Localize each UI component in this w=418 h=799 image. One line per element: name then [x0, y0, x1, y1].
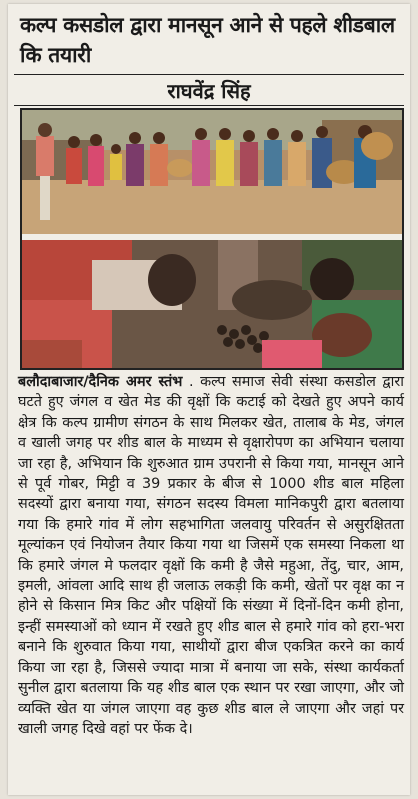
- byline: राघवेंद्र सिंह: [167, 79, 251, 103]
- photo-panel: [20, 108, 404, 370]
- news-clipping: [8, 4, 410, 795]
- seedball-making-photo: [22, 240, 402, 368]
- group-photo: [22, 110, 402, 234]
- byline-top-rule: [14, 74, 404, 75]
- dateline: बलौदाबाजार/दैनिक अमर स्तंभ: [18, 374, 183, 390]
- article-body: [18, 372, 404, 739]
- headline: कल्प कसडोल द्वारा मानसून आने से पहले शीडबाल कि तयारी: [20, 13, 395, 67]
- article-text: . कल्प समाज सेवी संस्था कसडोल द्वारा घटते हुए जंगल व खेत मेड की वृक्षों कि कटाई को देखते हुए अपने कार्य क्षेत्र कि कल्प ग्रामीण संगठन के साथ मिलकर खेत, तालाब के मेड, जंगल व खाली जगह पर शीड बाल के माध्यम से वृक्षारोपण का अभियान चलाया जा रहा है, अभियान कि शुरुआत ग्राम उपरानी से किया गया, मानसून आने से पूर्व गोबर, मिट्टी व 39 प्रकार के बीज से 1000 शीड बाल महिला सदस्यों द्वारा बनाया गया, संगठन सदस्य विमला मानिकपुरी द्वारा बतलाया गया कि हमारे गांव में लोग सहभागिता जलवायु परिवर्तन से असुरक्षितता मूल्यांकन एवं नियोजन तैयार किया गया था जिसमें एक समस्या निकला था कि हमारे जंगल मे फलदार वृक्षों कि कमी है जैसे महुआ, तेंदु, चार, आम, इमली, आंवला आदि साथ ही जलाऊ लकड़ी कि कमी, खेतों पर वृक्ष का न होने से किसान मित्र किट और पक्षियों कि संख्या में दिनों-दिन कमी होना, इन्हीं समस्याओं को ध्यान में रखते हुए शीड बाल से हमारे गांव को हरा-भरा बनाने कि शुरुवात किया गया, साथीयों द्वारा बीज एकत्रित करने का कार्य किया जा रहा है, जिससे ज्यादा मात्रा में बनाया जा सके, संस्था कार्यकर्ता सुनील द्वारा बतलाया कि यह शीड बाल एक स्थान पर रखा जाएगा, और जो व्यक्ति खेत या जंगल जाएगा वह कुछ शीड बाल ले जाएगा और जहां पर खाली जगह दिखे वहां पर फेंक दे।: [18, 374, 404, 737]
- byline-bottom-rule: [14, 105, 404, 106]
